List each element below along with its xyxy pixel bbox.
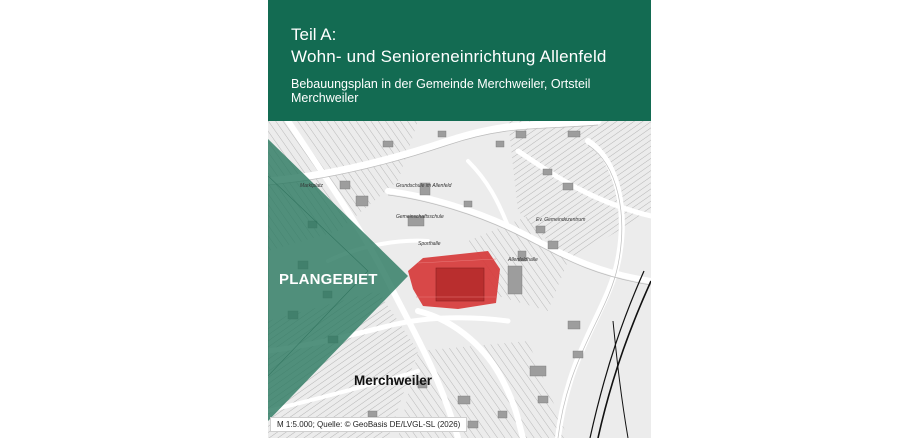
- place-label-gemeindezentrum: Ev. Gemeindezentrum: [536, 217, 586, 223]
- title-line-1: Teil A:: [291, 25, 337, 44]
- place-label-gemeinschaftsschule: Gemeinschaftsschule: [396, 214, 444, 220]
- project-building: [436, 268, 484, 301]
- place-label-sporthalle: Sporthalle: [418, 241, 441, 247]
- source-note: M 1:5.000; Quelle: © GeoBasis DE/LVGL-SL (2026): [270, 417, 467, 432]
- plan-area-label: PLANGEBIET: [279, 271, 378, 288]
- subtitle: Bebauungsplan in der Gemeinde Merchweiler, Ortsteil Merchweiler: [291, 77, 591, 105]
- header: [268, 0, 651, 121]
- place-label-grundschule: Grundschule im Allenfeld: [396, 183, 452, 189]
- site-map: [268, 121, 651, 438]
- town-label: Merchweiler: [354, 373, 433, 388]
- title-line-2: Wohn- und Senioreneinrichtung Allenfeld: [291, 47, 607, 66]
- place-label-allenfeldhalle: Allenfeldhalle: [508, 257, 538, 263]
- place-label-marktplatz: Marktplatz: [300, 183, 324, 189]
- plan-card: [268, 0, 651, 438]
